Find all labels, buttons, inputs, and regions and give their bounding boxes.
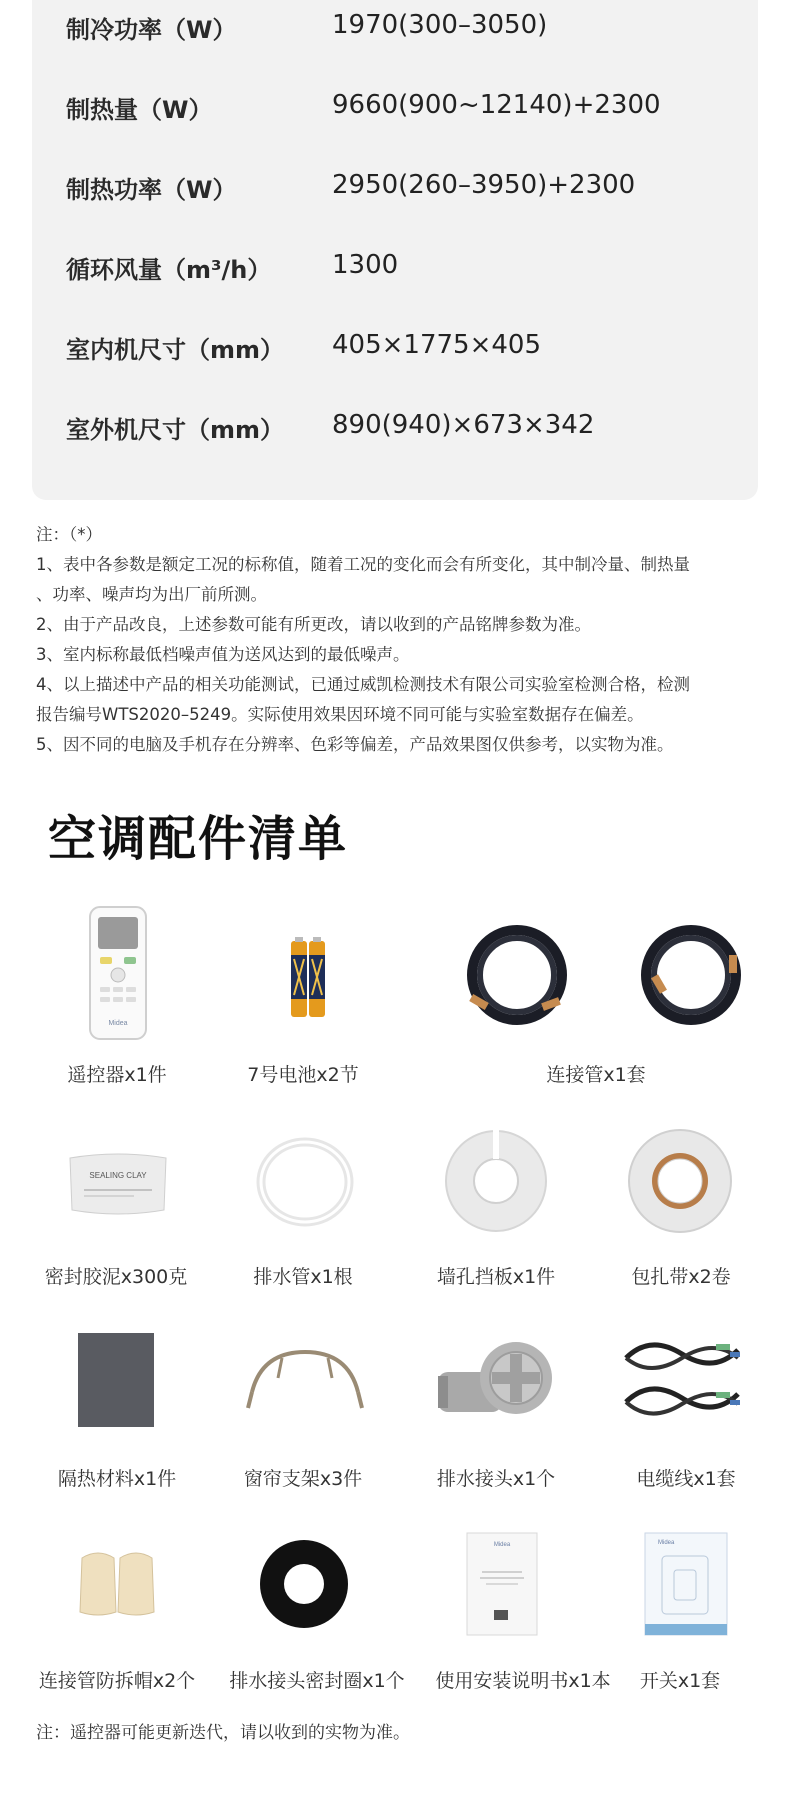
spec-row <box>32 400 758 460</box>
accessory-label-cable: 电缆线x1套 <box>636 1468 736 1490</box>
curtain-bracket-image <box>242 1342 368 1412</box>
spec-value: 9660(900~12140)+2300 <box>332 90 661 120</box>
wrapping-tape-image <box>624 1125 736 1237</box>
sealing-clay-image <box>64 1150 172 1218</box>
accessory-label-drain-pipe: 排水管x1根 <box>253 1266 353 1288</box>
accessory-label-bracket: 窗帘支架x3件 <box>243 1468 363 1490</box>
spec-label: 循环风量（m³/h） <box>66 256 272 284</box>
spec-value: 2950(260–3950)+2300 <box>332 170 636 200</box>
footnote: 注：遥控器可能更新迭代，请以收到的实物为准。 <box>36 1723 410 1743</box>
spec-label: 室外机尺寸（mm） <box>66 416 285 444</box>
manual-brand: Midea <box>493 1542 511 1548</box>
note-line: 1、表中各参数是额定工况的标称值，随着工况的变化而会有所变化，其中制冷量、制热量 <box>36 555 690 574</box>
accessory-label-seal-ring: 排水接头密封圈x1个 <box>229 1670 405 1692</box>
drain-joint-image <box>434 1328 556 1424</box>
cable-image <box>620 1328 744 1428</box>
accessory-label-clay: 密封胶泥x300克 <box>44 1266 188 1288</box>
accessory-label-battery: 7号电池x2节 <box>247 1064 359 1086</box>
note-line: 、功率、噪声均为出厂前所测。 <box>36 585 267 604</box>
spec-value: 1300 <box>332 250 399 280</box>
sealing-clay-text: SEALING CLAY <box>89 1171 147 1180</box>
spec-row <box>32 0 758 60</box>
seal-ring-image <box>256 1536 352 1632</box>
connecting-pipe-image <box>636 920 746 1030</box>
wall-cover-image <box>440 1125 552 1237</box>
spec-value: 1970(300–3050) <box>332 10 548 40</box>
remote-control-image <box>88 905 148 1041</box>
switch-image <box>644 1532 728 1636</box>
spec-row <box>32 80 758 140</box>
section-title: 空调配件清单 <box>48 811 349 867</box>
note-line: 报告编号WTS2020–5249。实际使用效果因环境不同可能与实验室数据存在偏差。 <box>36 705 644 724</box>
spec-label: 制热量（W） <box>66 96 213 124</box>
drain-pipe-image <box>252 1130 358 1240</box>
accessory-label-drain-joint: 排水接头x1个 <box>436 1468 556 1490</box>
connecting-pipe-image <box>462 920 572 1030</box>
batteries-image <box>290 937 326 1019</box>
note-line: 2、由于产品改良，上述参数可能有所更改，请以收到的产品铭牌参数为准。 <box>36 615 591 634</box>
spec-label: 制热功率（W） <box>66 176 237 204</box>
spec-value: 405×1775×405 <box>332 330 541 360</box>
note-line: 注：（*） <box>36 525 102 544</box>
insulation-material-image <box>78 1333 154 1427</box>
accessory-label-manual: 使用安装说明书x1本 <box>435 1670 611 1692</box>
accessory-label-switch: 开关x1套 <box>639 1670 721 1692</box>
spec-label: 制冷功率（W） <box>66 16 237 44</box>
spec-row <box>32 320 758 380</box>
spec-label: 室内机尺寸（mm） <box>66 336 285 364</box>
spec-row <box>32 160 758 220</box>
pipe-caps-image <box>78 1548 158 1618</box>
note-line: 3、室内标称最低档噪声值为送风达到的最低噪声。 <box>36 645 410 664</box>
notes <box>36 520 756 760</box>
spec-value: 890(940)×673×342 <box>332 410 595 440</box>
accessory-label-insulation: 隔热材料x1件 <box>57 1468 177 1490</box>
accessory-label-tape: 包扎带x2卷 <box>631 1266 731 1288</box>
note-line: 4、以上描述中产品的相关功能测试，已通过威凯检测技术有限公司实验室检测合格，检测 <box>36 675 690 694</box>
manual-image <box>466 1532 538 1636</box>
spec-row <box>32 240 758 300</box>
spec-table <box>32 0 758 500</box>
note-line: 5、因不同的电脑及手机存在分辨率、色彩等偏差，产品效果图仅供参考，以实物为准。 <box>36 735 674 754</box>
accessory-label-pipe: 连接管x1套 <box>546 1064 646 1086</box>
accessory-label-remote: 遥控器x1件 <box>67 1064 167 1086</box>
switch-brand: Midea <box>658 1540 675 1546</box>
accessory-label-wall-cover: 墙孔挡板x1件 <box>436 1266 556 1288</box>
accessory-label-caps: 连接管防拆帽x2个 <box>38 1670 196 1692</box>
remote-brand: Midea <box>108 1020 128 1027</box>
